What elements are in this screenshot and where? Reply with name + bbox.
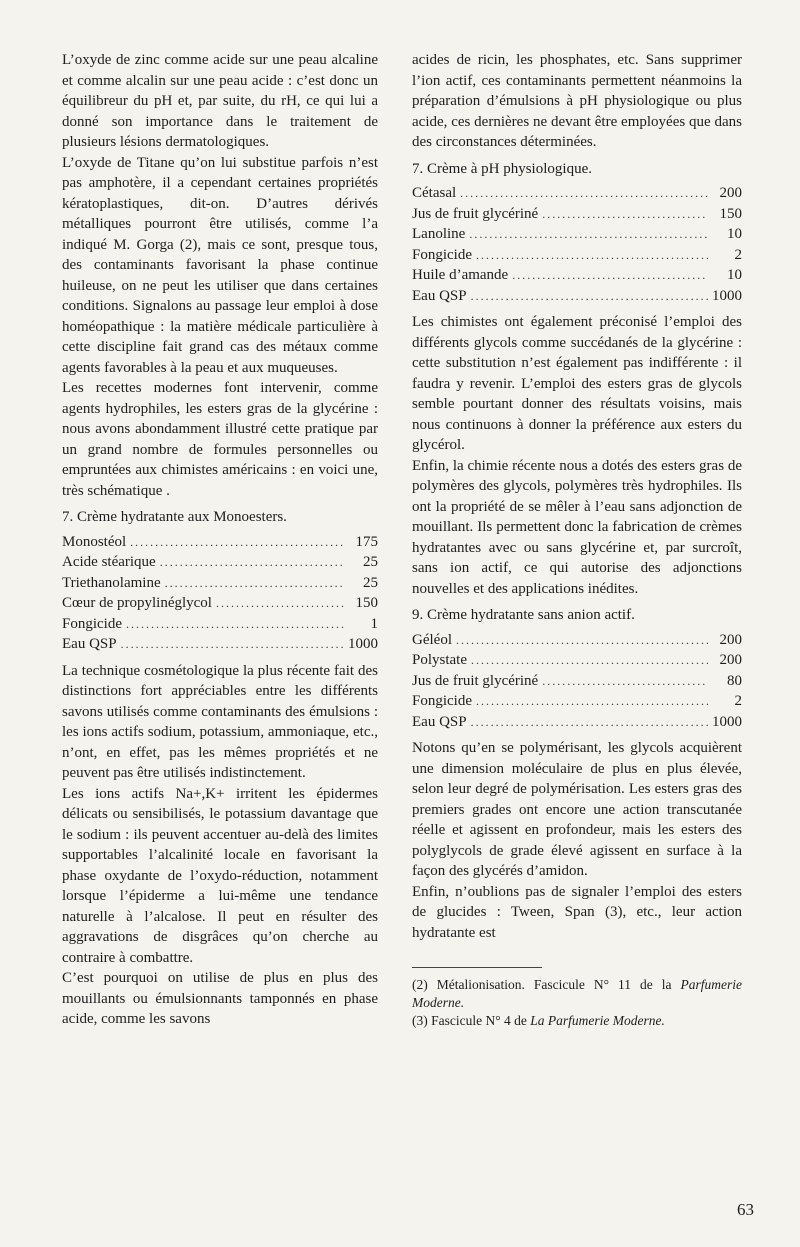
ingredient-qty: 1000 [348,636,378,652]
ingredient-qty: 1 [370,615,378,632]
ingredient-name: Jus de fruit glycériné [412,205,539,222]
ingredient-qty: 1000 [712,287,742,304]
formula-row [412,204,742,225]
right-column [412,50,742,1030]
leader-dots [165,573,344,594]
formula-row [62,614,378,635]
ingredient-qty: 10 [727,267,742,283]
ingredient-name: Triethanolamine [62,574,161,591]
ingredient-name: Eau QSP [412,713,467,730]
formula-row [412,183,742,204]
leader-dots [160,552,344,573]
ingredient-name: Fongicide [412,693,472,709]
formula-row [62,634,378,655]
ingredient-name: Eau QSP [412,287,467,304]
leader-dots [471,650,708,671]
ingredient-qty: 80 [727,672,742,689]
leader-dots [476,691,708,712]
ingredient-name: Monostéol [62,533,127,550]
formula-row [412,671,742,692]
ingredient-name: Cétasal [412,185,457,201]
leader-dots [469,224,708,245]
ingredient-name: Cœur de propylinéglycol [62,595,212,611]
paragraph: Les ions actifs Na+,K+ irritent les épidermes délicats ou sensibilisés, le potassium davantage que le sodium : ils peuvent accentuer au-delà des limites supportables l’alcalinité locale en favorisant la phase oxydante de l’oxydo-réduction, notamment lorsque l’épiderme a lui-même une tendance naturelle à l’alcalose. Il peut en résulter des aggravations de disgrâces qu’on cherche au contraire à combattre. [62,785,378,966]
paragraph: Les recettes modernes font intervenir, comme agents hydrophiles, les esters gras de la glycérine : nous avons abondamment illustré cette pratique par un grand nombre de formules personnelles ou empruntées aux chimistes américains : en voici une, très schématique . [62,380,378,499]
ingredient-name: Fongicide [412,246,472,263]
ingredient-qty: 200 [719,185,742,201]
formula-row [412,691,742,712]
formula-row [62,593,378,614]
leader-dots [476,245,708,266]
formula-row [412,224,742,245]
paragraph: Enfin, la chimie récente nous a dotés des esters gras de polymères des glycols, polymères très hydrophiles. Ils ont la propriété de se mêler à l’eau sans adjonction de mouillant. Ils permettent donc la fabrication de crèmes hydratantes avec ou sans glycérine et, par surcroît, sans ion actif, ce qui autorise des adjonctions nouvelles et des applications inédites. [412,457,742,597]
leader-dots [471,712,708,733]
recipe-title: 9. Crème hydratante sans anion actif. [412,607,635,623]
leader-dots [121,634,344,655]
paragraph: Notons qu’en se polymérisant, les glycols acquièrent une dimension moléculaire de plus en plus élevée, selon leur degré de polymérisation. Les esters gras des premiers grades ont encore une action transcutanée réelle et agissent en profondeur, mais les esters des polyglycols de grade élevé agissent en surface à la façon des glycérés d’amidon. [412,740,742,879]
ingredient-qty: 25 [363,574,378,591]
ingredient-qty: 200 [719,652,742,668]
recipe-formula [62,532,378,655]
paragraph: acides de ricin, les phosphates, etc. Sans supprimer l’ion actif, ces contaminants permettent néanmoins la préparation d’émulsions à pH physiologique ou plus acide, ces dernières ne devant être employées que dans des circonstances déterminées. [412,52,742,150]
leader-dots [512,265,708,286]
ingredient-qty: 10 [727,226,742,242]
paragraph: C’est pourquoi on utilise de plus en plus des mouillants ou émulsionnants tamponnés en phase acide, comme les savons [62,970,378,1027]
ingredient-name: Fongicide [62,615,122,632]
formula-row [412,630,742,651]
ingredient-qty: 2 [734,693,742,709]
recipe-formula [412,183,742,306]
recipe-title: 7. Crème à pH physiologique. [412,160,592,177]
leader-dots [542,204,708,225]
leader-dots [130,532,344,553]
formula-row [62,573,378,594]
ingredient-qty: 1000 [712,713,742,730]
recipe-formula [412,630,742,733]
paragraph: L’oxyde de zinc comme acide sur une peau alcaline et comme alcalin sur une peau acide : c’est donc un équilibreur du pH et, par suite, du rH, ce qui lui a donné son importance dans le traitement de plusieurs lésions dermatologiques. [62,52,378,150]
ingredient-name: Eau QSP [62,636,117,652]
paragraph: Enfin, n’oublions pas de signaler l’emploi des esters de glucides : Tween, Span (3), etc., leur action hydratante est [412,883,742,941]
footnote: (3) Fascicule N° 4 de La Parfumerie Moderne. [412,1013,665,1028]
paragraph: Les chimistes ont également préconisé l’emploi des différents glycols comme succédanés de la glycérine : cette substitution n’est également pas indifférente : il faudra y revenir. L’emploi des esters gras de glycols semble pourtant donner des résultats voisins, mais nous continuons à donner la préférence aux esters du glycérol. [412,314,742,453]
formula-row [412,650,742,671]
ingredient-name: Huile d’amande [412,267,509,283]
ingredient-qty: 175 [355,533,378,550]
page-number: 63 [737,1200,754,1219]
formula-row [412,286,742,307]
paragraph: L’oxyde de Titane qu’on lui substitue parfois n’est pas amphotère, il a cependant certaines propriétés kératoplastiques, dit-on. D’autres dérivés métalliques pourront être utilisés, comme l’a indiqué M. Gorga (2), mais ce sont, presque tous, des contaminants favorisant la phase continue huileuse, on ne peut les utiliser que dans certaines conditions. Signalons au passage leur emploi à dose homéopathique : la matière médicale particulière à cette discipline fait grand cas des métaux comme agents favorables à la peau et aux muqueuses. [62,154,378,376]
recipe-title: 7. Crème hydratante aux Monoesters. [62,509,287,525]
leader-dots [542,671,708,692]
ingredient-qty: 2 [734,246,742,263]
footnote: (2) Métalionisation. Fascicule N° 11 de la Parfumerie Moderne. [412,977,742,1010]
paragraph: La technique cosmétologique la plus récente fait des distinctions fort appréciables entre les différents savons utilisés comme contaminants des émulsions : les ions actifs sodium, potassium, ammoniaque, etc., n’ont, en effet, pas les mêmes propriétés et ne peuvent pas être utilisés indistinctement. [62,662,378,781]
ingredient-name: Polystate [412,652,467,668]
formula-row [412,712,742,733]
formula-row [62,532,378,553]
ingredient-name: Acide stéarique [62,554,156,570]
ingredient-qty: 25 [363,554,378,570]
leader-dots [216,593,344,614]
ingredient-qty: 150 [355,595,378,611]
leader-dots [126,614,344,635]
formula-row [412,245,742,266]
left-column [62,50,378,1030]
ingredient-qty: 150 [719,205,742,222]
leader-dots [456,630,708,651]
formula-row [412,265,742,286]
ingredient-qty: 200 [719,631,742,648]
ingredient-name: Géléol [412,631,452,648]
ingredient-name: Jus de fruit glycériné [412,672,539,689]
leader-dots [471,286,708,307]
leader-dots [460,183,708,204]
ingredient-name: Lanoline [412,226,466,242]
formula-row [62,552,378,573]
footnote-divider [412,967,542,968]
